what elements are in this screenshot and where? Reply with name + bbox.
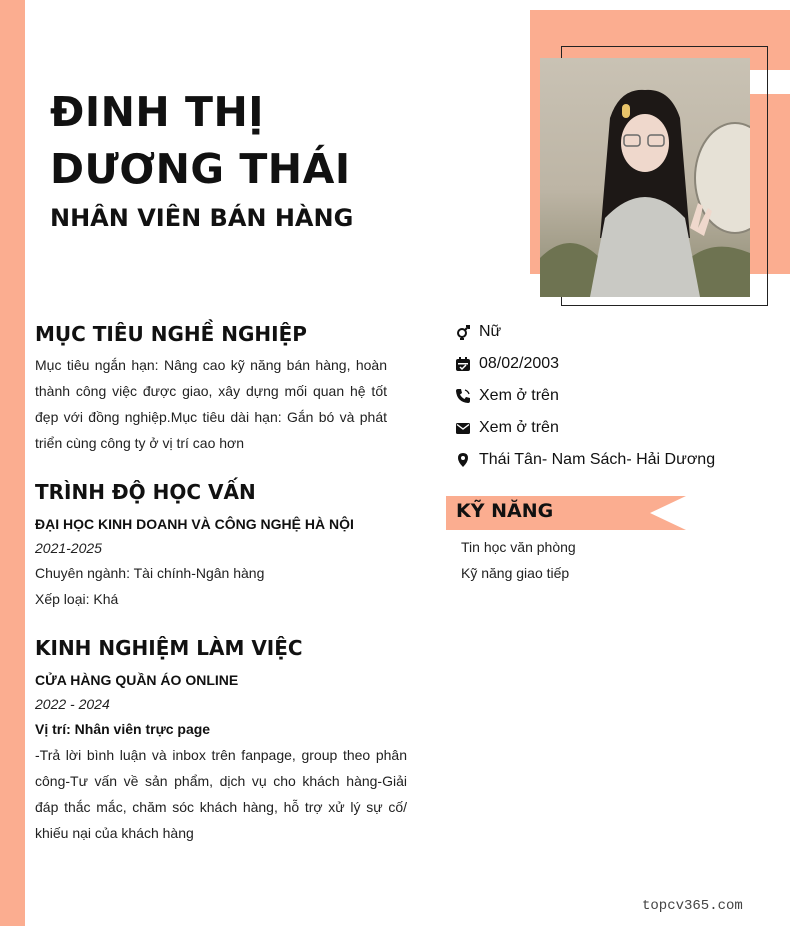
phone-value: Xem ở trên <box>479 387 559 404</box>
experience-title: KINH NGHIỆM LÀM VIỆC <box>35 636 303 660</box>
email-icon <box>455 420 471 436</box>
education-title: TRÌNH ĐỘ HỌC VẤN <box>35 480 256 504</box>
location-icon <box>455 452 471 468</box>
experience-description: -Trả lời bình luận và inbox trên fanpage, group theo phân công-Tư vấn về sản phẩm, dịch vụ cho khách hàng-Giải đáp thắc mắc, chăm sóc khách hàng, hỗ trợ xử lý sự cố/ khiếu nại của khách hàng <box>35 747 407 841</box>
education-school: ĐẠI HỌC KINH DOANH VÀ CÔNG NGHỆ HÀ NỘI <box>35 516 354 532</box>
contact-email <box>455 419 559 437</box>
experience-period: 2022 - 2024 <box>35 696 110 712</box>
contact-birthday <box>455 355 559 373</box>
phone-icon <box>455 388 471 404</box>
email-value: Xem ở trên <box>479 419 559 436</box>
address-value: Thái Tân- Nam Sách- Hải Dương <box>479 451 716 468</box>
contact-address <box>455 451 715 469</box>
skills-title: KỸ NĂNG <box>456 500 554 522</box>
left-accent-bar <box>0 0 25 926</box>
profile-photo-illustration <box>540 58 750 297</box>
calendar-icon <box>455 356 471 372</box>
education-major: Chuyên ngành: Tài chính-Ngân hàng <box>35 565 265 581</box>
contact-phone <box>455 387 559 405</box>
experience-role: Vị trí: Nhân viên trực page <box>35 721 211 737</box>
skill-item: Tin học văn phòng <box>461 539 576 555</box>
objective-text: Mục tiêu ngắn hạn: Nâng cao kỹ năng bán hàng, hoàn thành công việc được giao, xây dựng mối quan hệ tốt đẹp với đồng nghiệp.Mục tiêu dài hạn: Gắn bó và phát triển cùng công ty ở vị trí cao hơn <box>35 357 387 451</box>
job-title: NHÂN VIÊN BÁN HÀNG <box>50 204 354 232</box>
objective-title: MỤC TIÊU NGHỀ NGHIỆP <box>35 322 307 346</box>
contact-gender <box>455 323 501 341</box>
profile-photo <box>540 58 750 297</box>
candidate-name: ĐINH THỊ DƯƠNG THÁI <box>50 88 351 193</box>
birthday-value: 08/02/2003 <box>479 355 560 372</box>
education-period: 2021-2025 <box>35 540 102 556</box>
skill-item: Kỹ năng giao tiếp <box>461 565 570 581</box>
watermark: topcv365.com <box>642 898 743 914</box>
education-rank: Xếp loại: Khá <box>35 591 119 607</box>
gender-value: Nữ <box>479 323 502 340</box>
gender-icon <box>455 324 471 340</box>
experience-company: CỬA HÀNG QUẦN ÁO ONLINE <box>35 672 239 688</box>
